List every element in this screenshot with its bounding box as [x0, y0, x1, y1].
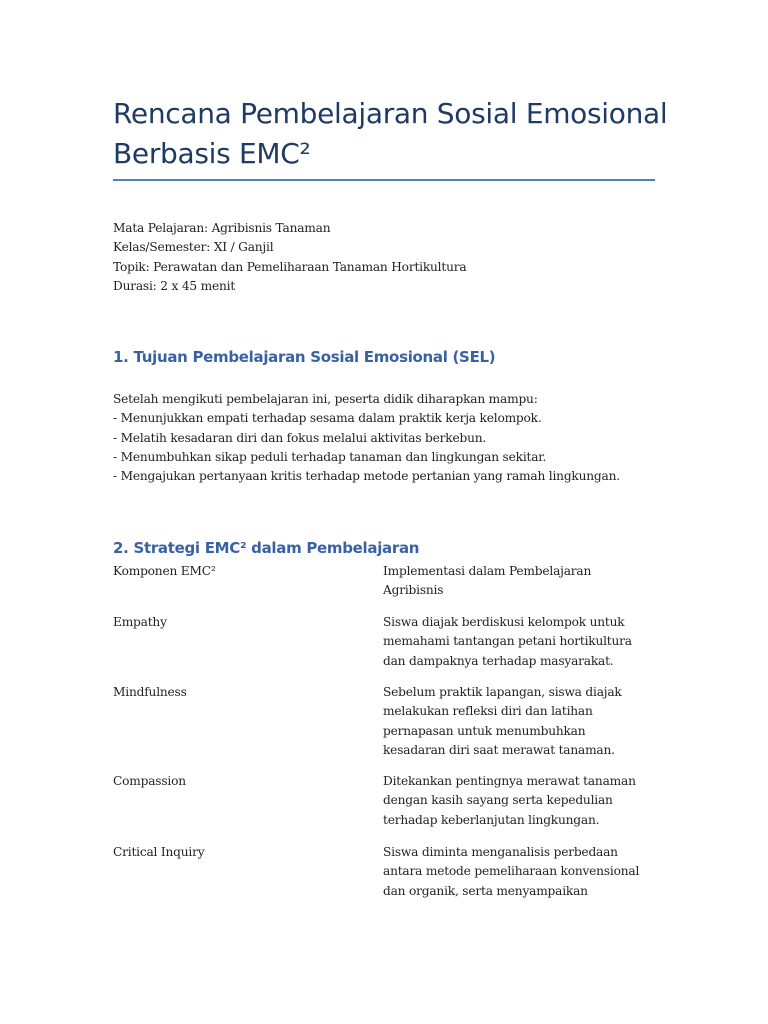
implementation-line: dengan kasih sayang serta kepedulian: [383, 793, 613, 808]
implementation-line: terhadap keberlanjutan lingkungan.: [383, 812, 600, 827]
sel-goals: [113, 390, 620, 486]
implementation-line: melakukan refleksi diri dan latihan: [383, 704, 593, 719]
implementation-line: memahami tantangan petani hortikultura: [383, 634, 632, 649]
implementation-line: Sebelum praktik lapangan, siswa diajak: [383, 685, 622, 699]
goal-item: - Menumbuhkan sikap peduli terhadap tanaman dan lingkungan sekitar.: [113, 449, 547, 464]
goals-intro: Setelah mengikuti pembelajaran ini, peserta didik diharapkan mampu:: [113, 392, 538, 406]
implementation-line: Siswa diminta menganalisis perbedaan: [383, 845, 618, 859]
implementation-line: dan organik, serta menyampaikan: [383, 883, 588, 898]
implementation-line: antara metode pemeliharaan konvensional: [383, 864, 640, 879]
meta-class-semester: Kelas/Semester: XI / Ganjil: [113, 240, 274, 255]
title-line-1: Rencana Pembelajaran Sosial Emosional: [113, 97, 668, 130]
title-line-2: Berbasis EMC²: [113, 137, 311, 170]
goal-item: - Melatih kesadaran diri dan fokus melalui aktivitas berkebun.: [113, 430, 487, 445]
meta-topic: Topik: Perawatan dan Pemeliharaan Tanaman Hortikultura: [113, 259, 467, 274]
goal-item: - Mengajukan pertanyaan kritis terhadap metode pertanian yang ramah lingkungan.: [113, 469, 620, 484]
implementation-line: pernapasan untuk menumbuhkan: [383, 723, 586, 738]
row-component: Mindfulness: [113, 685, 187, 699]
row-implementation: [383, 843, 640, 901]
header-implementation-line: Agribisnis: [383, 583, 444, 598]
meta-duration: Durasi: 2 x 45 menit: [113, 278, 236, 293]
document-title: [113, 94, 673, 174]
header-implementation-line: Implementasi dalam Pembelajaran: [383, 564, 592, 578]
row-implementation: [383, 613, 632, 671]
section-2-heading: 2. Strategi EMC² dalam Pembelajaran: [113, 539, 420, 557]
implementation-line: Ditekankan pentingnya merawat tanaman: [383, 774, 636, 788]
section-1-heading: 1. Tujuan Pembelajaran Sosial Emosional (SEL): [113, 348, 496, 366]
header-component: Komponen EMC²: [113, 564, 216, 578]
meta-subject: Mata Pelajaran: Agribisnis Tanaman: [113, 221, 331, 235]
implementation-line: kesadaran diri saat merawat tanaman.: [383, 742, 615, 757]
goal-item: - Menunjukkan empati terhadap sesama dalam praktik kerja kelompok.: [113, 411, 542, 426]
implementation-line: dan dampaknya terhadap masyarakat.: [383, 653, 614, 668]
header-implementation: [383, 562, 628, 601]
row-implementation: [383, 683, 628, 760]
row-component: Critical Inquiry: [113, 845, 205, 859]
row-implementation: [383, 772, 636, 830]
lesson-meta: [113, 219, 466, 296]
title-underline-rule: [113, 179, 655, 181]
row-component: Empathy: [113, 615, 167, 629]
row-component: Compassion: [113, 774, 186, 788]
implementation-line: Siswa diajak berdiskusi kelompok untuk: [383, 615, 625, 629]
